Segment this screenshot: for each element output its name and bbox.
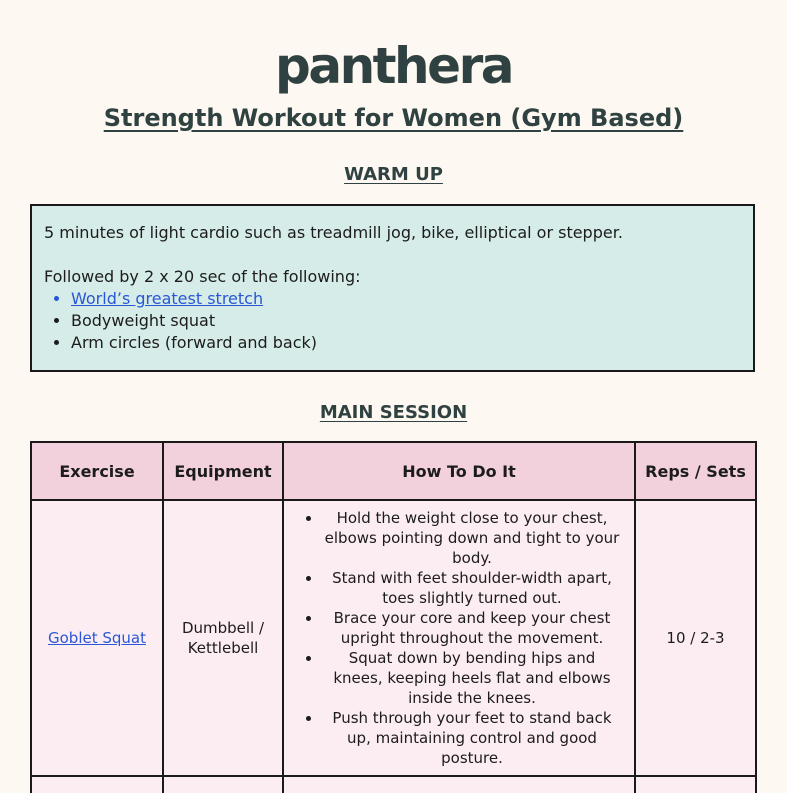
how-to-steps [302, 508, 622, 768]
table-row [31, 776, 756, 793]
table-row [31, 500, 756, 776]
equipment-cell: Dumbbell / Kettlebell [163, 500, 283, 776]
column-header-reps-sets: Reps / Sets [635, 442, 756, 500]
warmup-heading: WARM UP [344, 164, 443, 185]
equipment-cell [163, 776, 283, 793]
reps-sets-cell: 10 / 2-3 [635, 500, 756, 776]
warmup-box [30, 204, 755, 372]
panthera-logo: panthera [275, 37, 512, 95]
list-item: • Brace your core and keep your chest upright throughout the movement. [322, 608, 622, 648]
exercise-cell [31, 500, 163, 776]
page-title: Strength Workout for Women (Gym Based) [103, 104, 684, 132]
list-item: • Arm circles (forward and back) [71, 332, 741, 354]
warmup-followed-text: Followed by 2 x 20 sec of the following: [44, 267, 361, 286]
list-item: • Push through your feet to stand back up, maintaining control and good posture. [322, 708, 622, 768]
main-session-heading: MAIN SESSION [319, 402, 468, 423]
warmup-list [44, 288, 741, 354]
warmup-cardio-text: 5 minutes of light cardio such as treadmill jog, bike, elliptical or stepper. [44, 223, 623, 242]
reps-sets-cell [635, 776, 756, 793]
column-header-exercise: Exercise [31, 442, 163, 500]
column-header-how-to: How To Do It [283, 442, 635, 500]
worlds-greatest-stretch-link[interactable]: World’s greatest stretch [71, 289, 264, 308]
list-item: • Squat down by bending hips and knees, keeping heels flat and elbows inside the knees. [322, 648, 622, 708]
table-header-row [31, 442, 756, 500]
list-item: • Hold the weight close to your chest, elbows pointing down and tight to your body. [322, 508, 622, 568]
goblet-squat-link[interactable]: Goblet Squat [48, 629, 146, 647]
column-header-equipment: Equipment [163, 442, 283, 500]
how-to-cell [283, 776, 635, 793]
list-item: • Bodyweight squat [71, 310, 741, 332]
main-session-table [30, 441, 757, 793]
list-item: • Stand with feet shoulder-width apart, toes slightly turned out. [322, 568, 622, 608]
how-to-cell [283, 500, 635, 776]
exercise-cell [31, 776, 163, 793]
list-item [71, 288, 741, 310]
